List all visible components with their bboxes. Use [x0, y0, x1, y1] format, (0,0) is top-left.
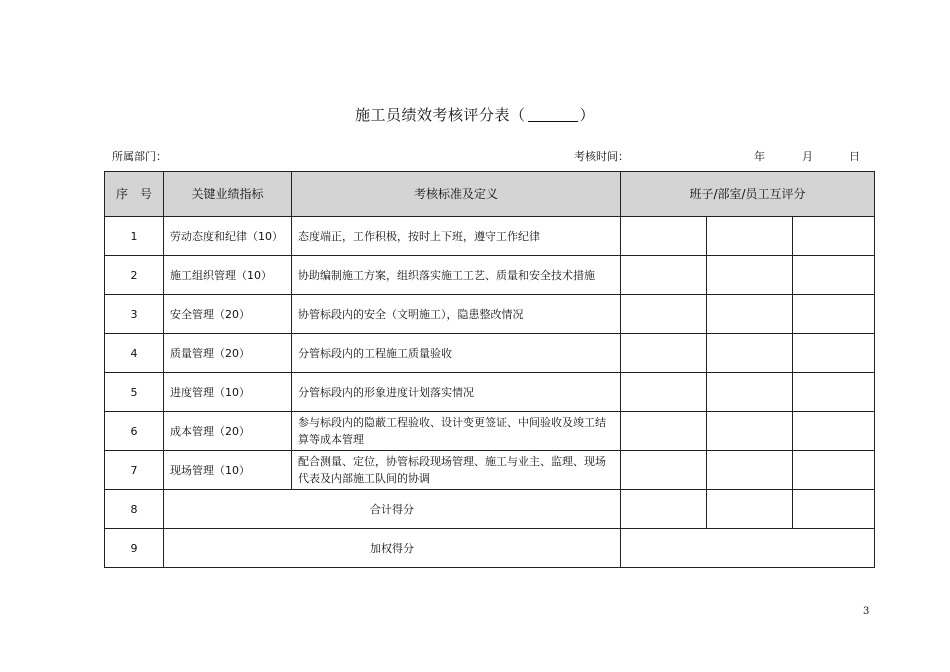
year-label: 年 — [754, 150, 765, 163]
score-cell[interactable] — [793, 451, 875, 490]
row-standard: 协管标段内的安全（文明施工），隐患整改情况 — [292, 295, 621, 334]
score-cell[interactable] — [621, 256, 707, 295]
score-cell[interactable] — [621, 373, 707, 412]
score-cell[interactable] — [707, 373, 793, 412]
score-cell[interactable] — [707, 256, 793, 295]
row-standard: 协助编制施工方案，组织落实施工工艺、质量和安全技术措施 — [292, 256, 621, 295]
row-standard: 分管标段内的形象进度计划落实情况 — [292, 373, 621, 412]
header-kpi: 关键业绩指标 — [164, 172, 292, 217]
score-cell[interactable] — [707, 451, 793, 490]
score-cell[interactable] — [621, 295, 707, 334]
table-row — [105, 256, 875, 295]
header-standard: 考核标准及定义 — [292, 172, 621, 217]
table-row — [105, 451, 875, 490]
weighted-score-cell[interactable] — [621, 529, 875, 568]
row-seq: 3 — [105, 295, 164, 334]
score-cell[interactable] — [621, 334, 707, 373]
row-kpi: 现场管理（10） — [164, 451, 292, 490]
row-kpi: 劳动态度和纪律（10） — [164, 217, 292, 256]
table-row — [105, 334, 875, 373]
row-kpi: 施工组织管理（10） — [164, 256, 292, 295]
score-cell[interactable] — [793, 256, 875, 295]
row-seq: 1 — [105, 217, 164, 256]
day-label: 日 — [849, 150, 860, 163]
score-cell[interactable] — [621, 490, 707, 529]
row-seq: 5 — [105, 373, 164, 412]
row-seq: 9 — [105, 529, 164, 568]
score-cell[interactable] — [621, 412, 707, 451]
score-cell[interactable] — [793, 334, 875, 373]
row-kpi: 成本管理（20） — [164, 412, 292, 451]
weighted-score-row — [105, 529, 875, 568]
row-kpi: 进度管理（10） — [164, 373, 292, 412]
score-cell[interactable] — [621, 217, 707, 256]
department-label: 所属部门： — [112, 150, 167, 163]
header-peer-score: 班子/部室/员工互评分 — [621, 172, 875, 217]
row-seq: 4 — [105, 334, 164, 373]
score-cell[interactable] — [793, 412, 875, 451]
score-cell[interactable] — [793, 217, 875, 256]
score-cell[interactable] — [621, 451, 707, 490]
form-title-prefix: 施工员绩效考核评分表（ — [354, 106, 526, 124]
table-row — [105, 412, 875, 451]
row-standard: 配合测量、定位，协管标段现场管理、施工与业主、监理、现场代表及内部施工队间的协调 — [292, 451, 621, 490]
evaluation-table — [104, 171, 875, 568]
page-number: 3 — [863, 606, 870, 617]
table-row — [105, 295, 875, 334]
row-seq: 2 — [105, 256, 164, 295]
header-seq: 序 号 — [105, 172, 164, 217]
assessment-time-label: 考核时间： — [574, 150, 629, 163]
table-row — [105, 373, 875, 412]
row-kpi: 质量管理（20） — [164, 334, 292, 373]
row-standard: 参与标段内的隐蔽工程验收、设计变更签证、中间验收及竣工结算等成本管理 — [292, 412, 621, 451]
score-cell[interactable] — [793, 295, 875, 334]
score-cell[interactable] — [707, 295, 793, 334]
title-blank-field[interactable] — [528, 105, 578, 122]
score-cell[interactable] — [707, 412, 793, 451]
score-cell[interactable] — [707, 217, 793, 256]
month-label: 月 — [802, 150, 813, 163]
row-standard: 分管标段内的工程施工质量验收 — [292, 334, 621, 373]
table-header-row — [105, 172, 875, 217]
score-cell[interactable] — [707, 490, 793, 529]
form-title-suffix: ） — [579, 106, 596, 124]
score-cell[interactable] — [793, 490, 875, 529]
score-cell[interactable] — [707, 334, 793, 373]
row-seq: 6 — [105, 412, 164, 451]
weighted-score-label: 加权得分 — [164, 529, 621, 568]
row-seq: 7 — [105, 451, 164, 490]
table-row — [105, 217, 875, 256]
row-standard: 态度端正，工作积极，按时上下班，遵守工作纪律 — [292, 217, 621, 256]
row-seq: 8 — [105, 490, 164, 529]
total-score-label: 合计得分 — [164, 490, 621, 529]
total-score-row — [105, 490, 875, 529]
row-kpi: 安全管理（20） — [164, 295, 292, 334]
score-cell[interactable] — [793, 373, 875, 412]
form-title — [0, 104, 950, 125]
